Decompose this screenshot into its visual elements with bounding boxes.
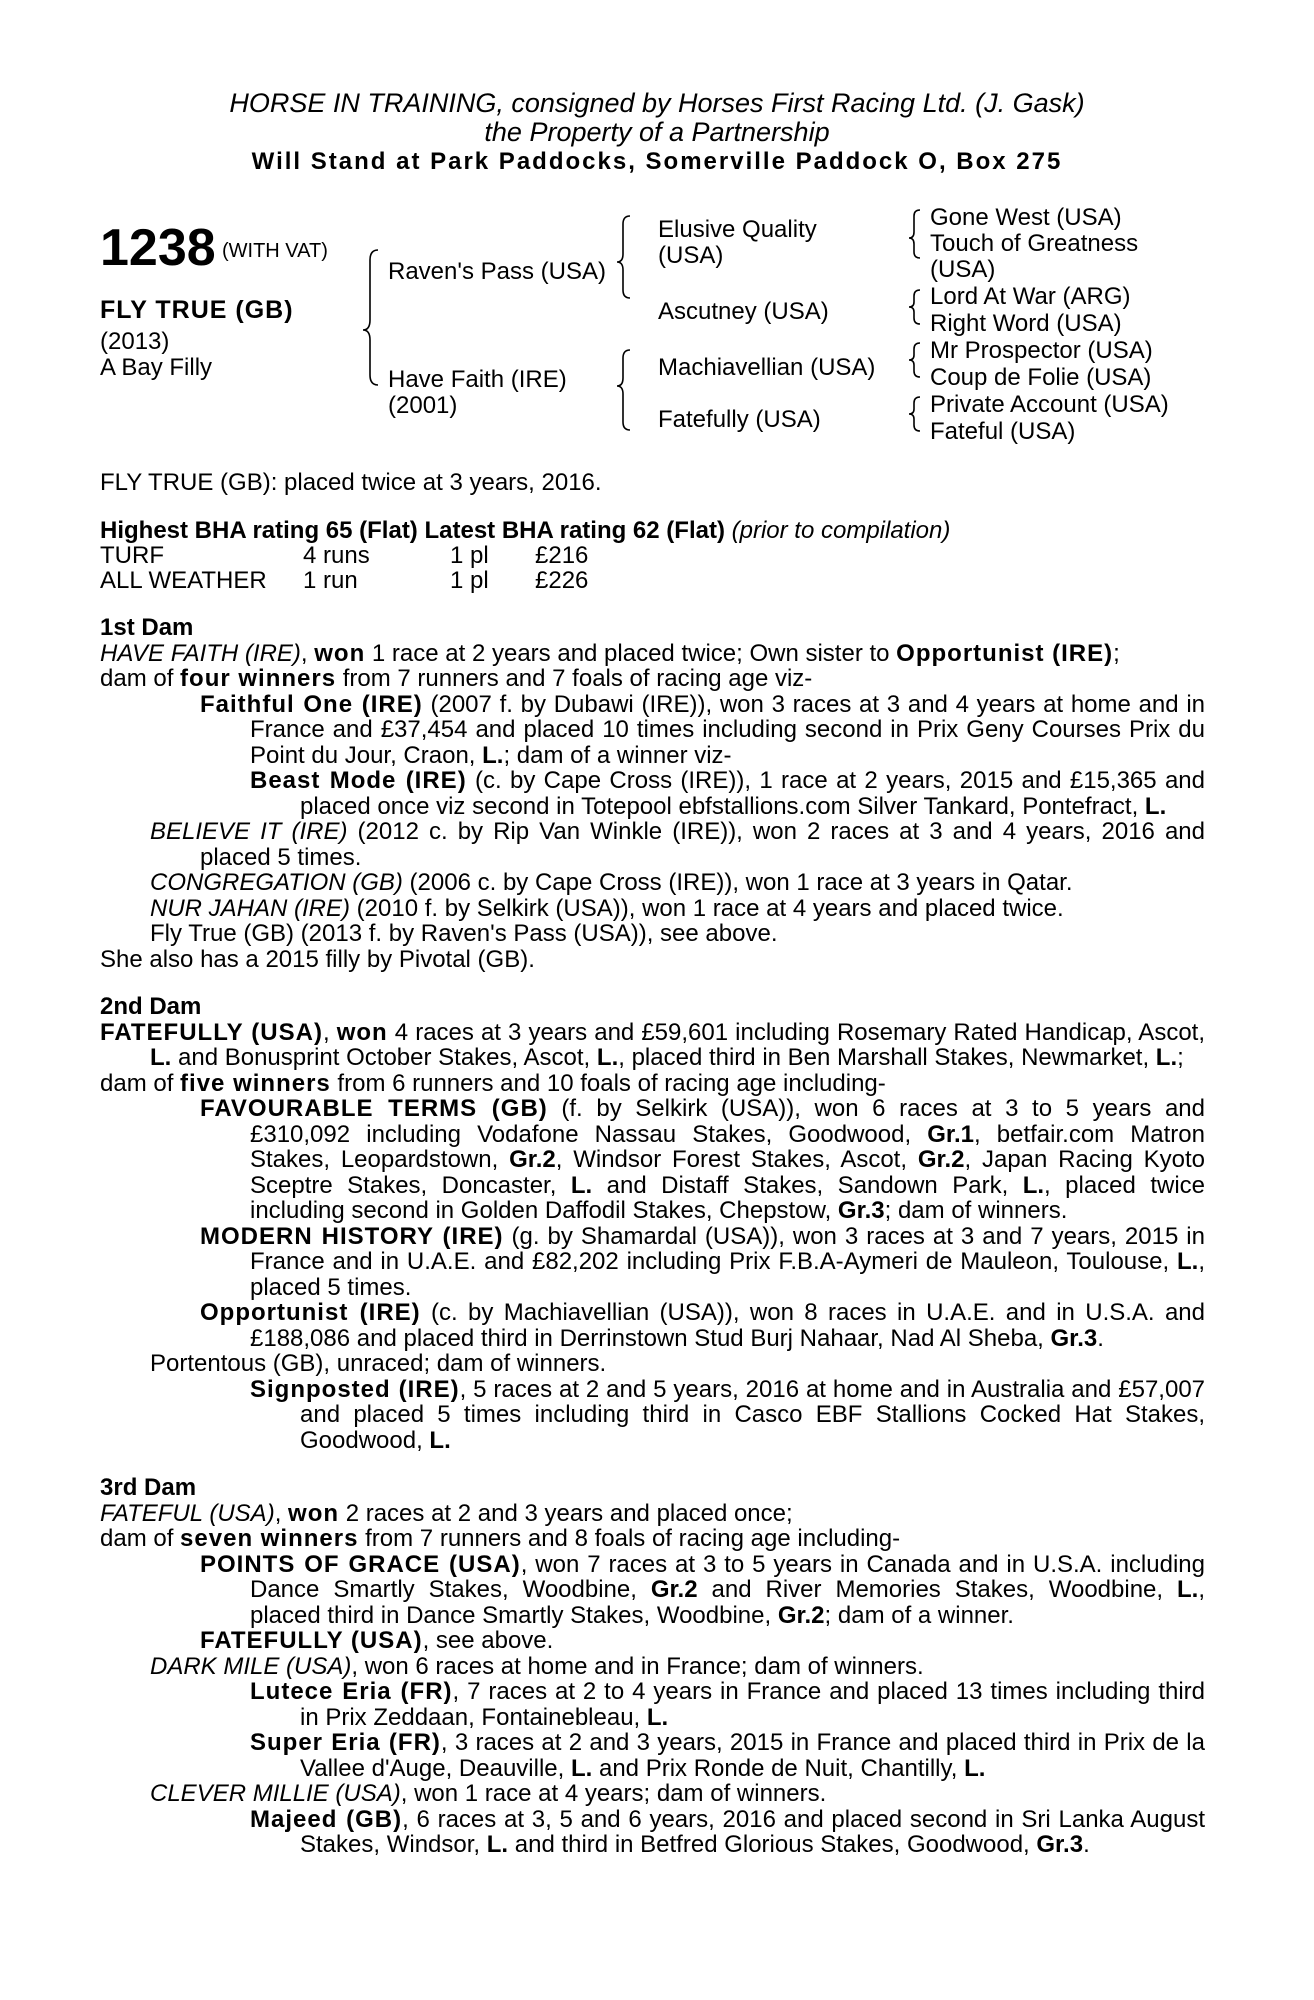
pedigree-g3-8: Fateful (USA) — [930, 418, 1076, 445]
pedigree-sire-sire: Elusive Quality — [658, 216, 817, 243]
list-item: Portentous (GB), unraced; dam of winners. — [150, 1350, 607, 1377]
race-record-table — [100, 543, 588, 593]
list-item: FAVOURABLE TERMS (GB) (f. by Selkirk (USA)), won 6 races at 3 to 5 years and £310,092 including Vodafone Nassau Stakes, Goodwood, Gr.1, betfair.com Matron Stakes, Leopardstown, Gr.2, Windsor Forest Stakes, Ascot, Gr.2, Japan Racing Kyoto Sceptre Stakes, Doncaster, L. and Distaff Stakes, Sandown Park, L., placed twice including second in Golden Daffodil Stakes, Chepstow, Gr.3; dam of winners. — [200, 1095, 1206, 1224]
pedigree-g3-1: Gone West (USA) — [930, 204, 1122, 231]
list-item: DARK MILE (USA), won 6 races at home and in France; dam of winners. — [150, 1652, 924, 1680]
list-item: Beast Mode (IRE) (c. by Cape Cross (IRE)), 1 race at 2 years, 2015 and £15,365 and placed once viz second in Totepool ebfstallions.com Silver Tankard, Pontefract, L. — [250, 767, 1205, 820]
header-consignor: HORSE IN TRAINING, consigned by Horses First Racing Ltd. (J. Gask) — [229, 88, 1085, 118]
lot-number: 1238 — [100, 219, 216, 277]
bha-rating: Highest BHA rating 65 (Flat) Latest BHA rating 62 (Flat) (prior to compilation) — [100, 516, 951, 544]
list-item: MODERN HISTORY (IRE) (g. by Shamardal (USA)), won 3 races at 3 and 7 years, 2015 in France and in U.A.E. and £82,202 including Prix F.B.A-Aymeri de Mauleon, Toulouse, L., placed 5 times. — [200, 1222, 1205, 1301]
second-dam-heading: 2nd Dam — [100, 993, 202, 1020]
list-item: BELIEVE IT (IRE) (2012 c. by Rip Van Winkle (IRE)), won 2 races at 3 and 4 years, 2016 and placed 5 times. — [150, 818, 1205, 871]
list-item: Opportunist (IRE) (c. by Machiavellian (USA)), won 8 races in U.A.E. and in U.S.A. and £188,086 and placed third in Derrinstown Stud Burj Nahaar, Nad Al Sheba, Gr.3. — [200, 1299, 1205, 1352]
pedigree-g3-7: Private Account (USA) — [930, 391, 1169, 418]
list-item: Majeed (GB), 6 races at 3, 5 and 6 years, 2016 and placed second in Sri Lanka August Stakes, Windsor, L. and third in Betfred Glorious Stakes, Goodwood, Gr.3. — [250, 1805, 1206, 1858]
list-item: CLEVER MILLIE (USA), won 1 race at 4 years; dam of winners. — [150, 1780, 827, 1807]
first-dam-produce-summary: dam of four winners from 7 runners and 7 foals of racing age viz- — [100, 665, 813, 692]
lot-vat: (WITH VAT) — [222, 240, 328, 262]
catalogue-body — [100, 470, 1205, 1858]
table-row: TURF 4 runs 1 pl £216 — [100, 542, 589, 569]
list-item: POINTS OF GRACE (USA), won 7 races at 3 to 5 years in Canada and in U.S.A. including Dance Smartly Stakes, Woodbine, Gr.2 and River Memories Stakes, Woodbine, L., placed third in Dance Smartly Stakes, Woodbine, Gr.2; dam of a winner. — [200, 1550, 1205, 1629]
list-item: Fly True (GB) (2013 f. by Raven's Pass (USA)), see above. — [150, 920, 778, 947]
pedigree-g3-5: Mr Prospector (USA) — [930, 337, 1153, 364]
third-dam-produce-summary: dam of seven winners from 7 runners and 8 foals of racing age including- — [100, 1525, 901, 1552]
list-item: She also has a 2015 filly by Pivotal (GB). — [100, 945, 535, 973]
race-summary: FLY TRUE (GB): placed twice at 3 years, 2016. — [100, 469, 602, 496]
header-location: Will Stand at Park Paddocks, Somerville Paddock O, Box 275 — [251, 148, 1063, 175]
pedigree-g3-2-country: (USA) — [930, 256, 996, 283]
list-item: Signposted (IRE), 5 races at 2 and 5 years, 2016 at home and in Australia and £57,007 and placed 5 times including third in Casco EBF Stallions Cocked Hat Stakes, Goodwood, L. — [250, 1375, 1206, 1454]
pedigree-dam-sire: Machiavellian (USA) — [658, 354, 876, 381]
second-dam-line: FATEFULLY (USA), won 4 races at 3 years and £59,601 including Rosemary Rated Handicap, Ascot, L. and Bonusprint October Stakes, Ascot, L., placed third in Ben Marshall Stakes, Newmarket, L.; — [100, 1018, 1205, 1071]
pedigree-g3-3: Lord At War (ARG) — [930, 283, 1131, 310]
list-item: Super Eria (FR), 3 races at 2 and 3 years, 2015 in France and placed third in Prix de la Vallee d'Auge, Deauville, L. and Prix Ronde de Nuit, Chantilly, L. — [250, 1729, 1205, 1782]
pedigree-sire-sire-country: (USA) — [658, 242, 724, 269]
first-dam-heading: 1st Dam — [100, 614, 194, 641]
list-item: Lutece Eria (FR), 7 races at 2 to 4 years in France and placed 13 times including third in Prix Zeddaan, Fontainebleau, L. — [250, 1678, 1206, 1731]
third-dam-heading: 3rd Dam — [100, 1474, 197, 1501]
pedigree-g3-6: Coup de Folie (USA) — [930, 364, 1152, 391]
first-dam-line: HAVE FAITH (IRE), won 1 race at 2 years and placed twice; Own sister to Opportunist (IRE); — [100, 639, 1120, 667]
pedigree-sire: Raven's Pass (USA) — [388, 258, 606, 285]
list-item: NUR JAHAN (IRE) (2010 f. by Selkirk (USA)), won 1 race at 4 years and placed twice. — [150, 894, 1064, 922]
list-item: FATEFULLY (USA), see above. — [200, 1627, 554, 1654]
pedigree-dam: Have Faith (IRE) — [388, 366, 567, 393]
pedigree-dam-year: (2001) — [388, 392, 458, 419]
header-property: the Property of a Partnership — [484, 117, 830, 147]
pedigree-dam-dam: Fatefully (USA) — [658, 406, 821, 433]
horse-name: FLY TRUE (GB) — [100, 296, 294, 324]
pedigree-g3-4: Right Word (USA) — [930, 310, 1122, 337]
second-dam-produce-summary: dam of five winners from 6 runners and 10 foals of racing age including- — [100, 1069, 886, 1097]
list-item: CONGREGATION (GB) (2006 c. by Cape Cross (IRE)), won 1 race at 3 years in Qatar. — [150, 869, 1073, 896]
table-row: ALL WEATHER 1 run 1 pl £226 — [100, 567, 589, 594]
pedigree-sire-dam: Ascutney (USA) — [658, 298, 829, 325]
horse-year: (2013) — [100, 328, 170, 355]
horse-description: A Bay Filly — [100, 354, 213, 381]
third-dam-line: FATEFUL (USA), won 2 races at 2 and 3 years and placed once; — [100, 1499, 793, 1527]
list-item: Faithful One (IRE) (2007 f. by Dubawi (IRE)), won 3 races at 3 and 4 years at home and in France and £37,454 and placed 10 times including second in Prix Geny Courses Prix du Point du Jour, Craon, L.; dam of a winner viz- — [200, 690, 1206, 769]
pedigree-g3-2: Touch of Greatness — [930, 230, 1139, 257]
